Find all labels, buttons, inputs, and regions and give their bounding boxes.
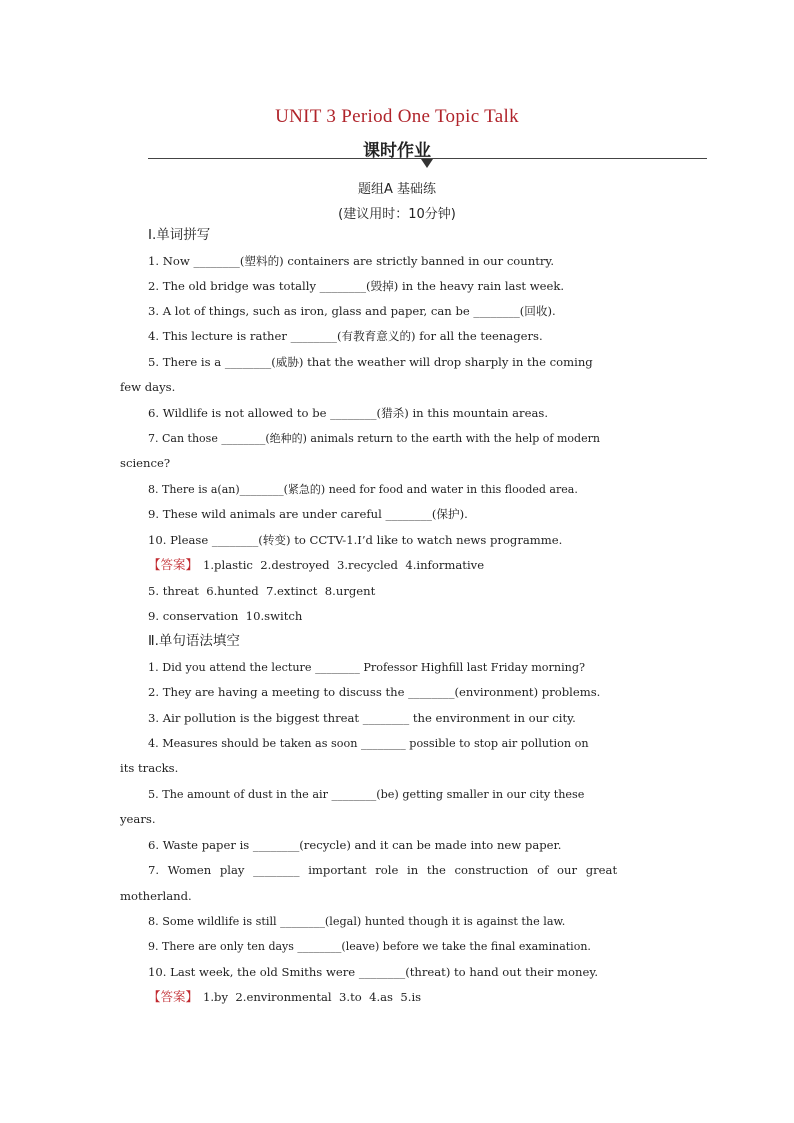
question-line: 1. Now ________(塑料的) containers are strictly banned in our country. — [148, 254, 555, 268]
question-line: 4. Measures should be taken as soon ________ possible to stop air pollution on — [148, 737, 589, 750]
page-title: UNIT 3 Period One Topic Talk — [275, 106, 519, 127]
question-line: 8. Some wildlife is still ________(legal) hunted though it is against the law. — [148, 915, 566, 928]
question-line: 5. The amount of dust in the air ________(be) getting smaller in our city these — [148, 788, 585, 801]
question-line: years. — [120, 812, 156, 826]
question-line: 8. There is a(an)________(紧急的) need for food and water in this flooded area. — [148, 483, 578, 496]
question-line: 6. Wildlife is not allowed to be ________(猎杀) in this mountain areas. — [148, 406, 549, 420]
answer-line: 9. conservation 10.switch — [148, 609, 303, 623]
question-line: 9. These wild animals are under careful ________(保护). — [148, 507, 468, 521]
question-line: 4. This lecture is rather ________(有教育意义的) for all the teenagers. — [148, 329, 543, 343]
page-subtitle: 课时作业 — [363, 141, 431, 161]
answer-line: 1.plastic 2.destroyed 3.recycled 4.informative — [203, 558, 485, 572]
section-heading: Ⅱ.单句语法填空 — [148, 633, 240, 649]
question-line: 5. There is a ________(威胁) that the weather will drop sharply in the coming — [148, 355, 593, 369]
question-line: 1. Did you attend the lecture ________ Professor Highfill last Friday morning? — [148, 661, 586, 674]
question-line: 3. Air pollution is the biggest threat ________ the environment in our city. — [148, 711, 576, 725]
answer-line: 5. threat 6.hunted 7.extinct 8.urgent — [148, 584, 376, 598]
exercise-group: 题组A 基础练 — [357, 182, 437, 197]
question-line: 6. Waste paper is ________(recycle) and it can be made into new paper. — [148, 838, 562, 852]
question-line: science? — [120, 456, 171, 470]
question-line: 10. Last week, the old Smiths were ________(threat) to hand out their money. — [148, 965, 599, 979]
question-line: 10. Please ________(转变) to CCTV-1.I’d like to watch news programme. — [148, 533, 563, 547]
question-line: few days. — [120, 380, 176, 394]
question-line: motherland. — [120, 889, 192, 903]
question-line: 2. They are having a meeting to discuss the ________(environment) problems. — [148, 685, 601, 699]
rule-marker — [421, 159, 433, 168]
question-line: 2. The old bridge was totally ________(毁掉) in the heavy rain last week. — [148, 279, 565, 293]
section-heading: Ⅰ.单词拼写 — [148, 227, 211, 243]
answer-label: 【答案】 — [148, 557, 199, 572]
question-line: 7. Can those ________(绝种的) animals return to the earth with the help of modern — [148, 432, 600, 445]
suggested-time: (建议用时：10分钟) — [338, 207, 456, 222]
question-line: 3. A lot of things, such as iron, glass and paper, can be ________(回收). — [148, 304, 556, 318]
answer-line: 1.by 2.environmental 3.to 4.as 5.is — [203, 990, 422, 1004]
question-line: its tracks. — [120, 761, 179, 775]
question-line: 7. Women play ________ important role in the construction of our great — [148, 863, 618, 877]
question-line: 9. There are only ten days ________(leave) before we take the final examination. — [148, 940, 591, 953]
answer-label: 【答案】 — [148, 989, 199, 1004]
